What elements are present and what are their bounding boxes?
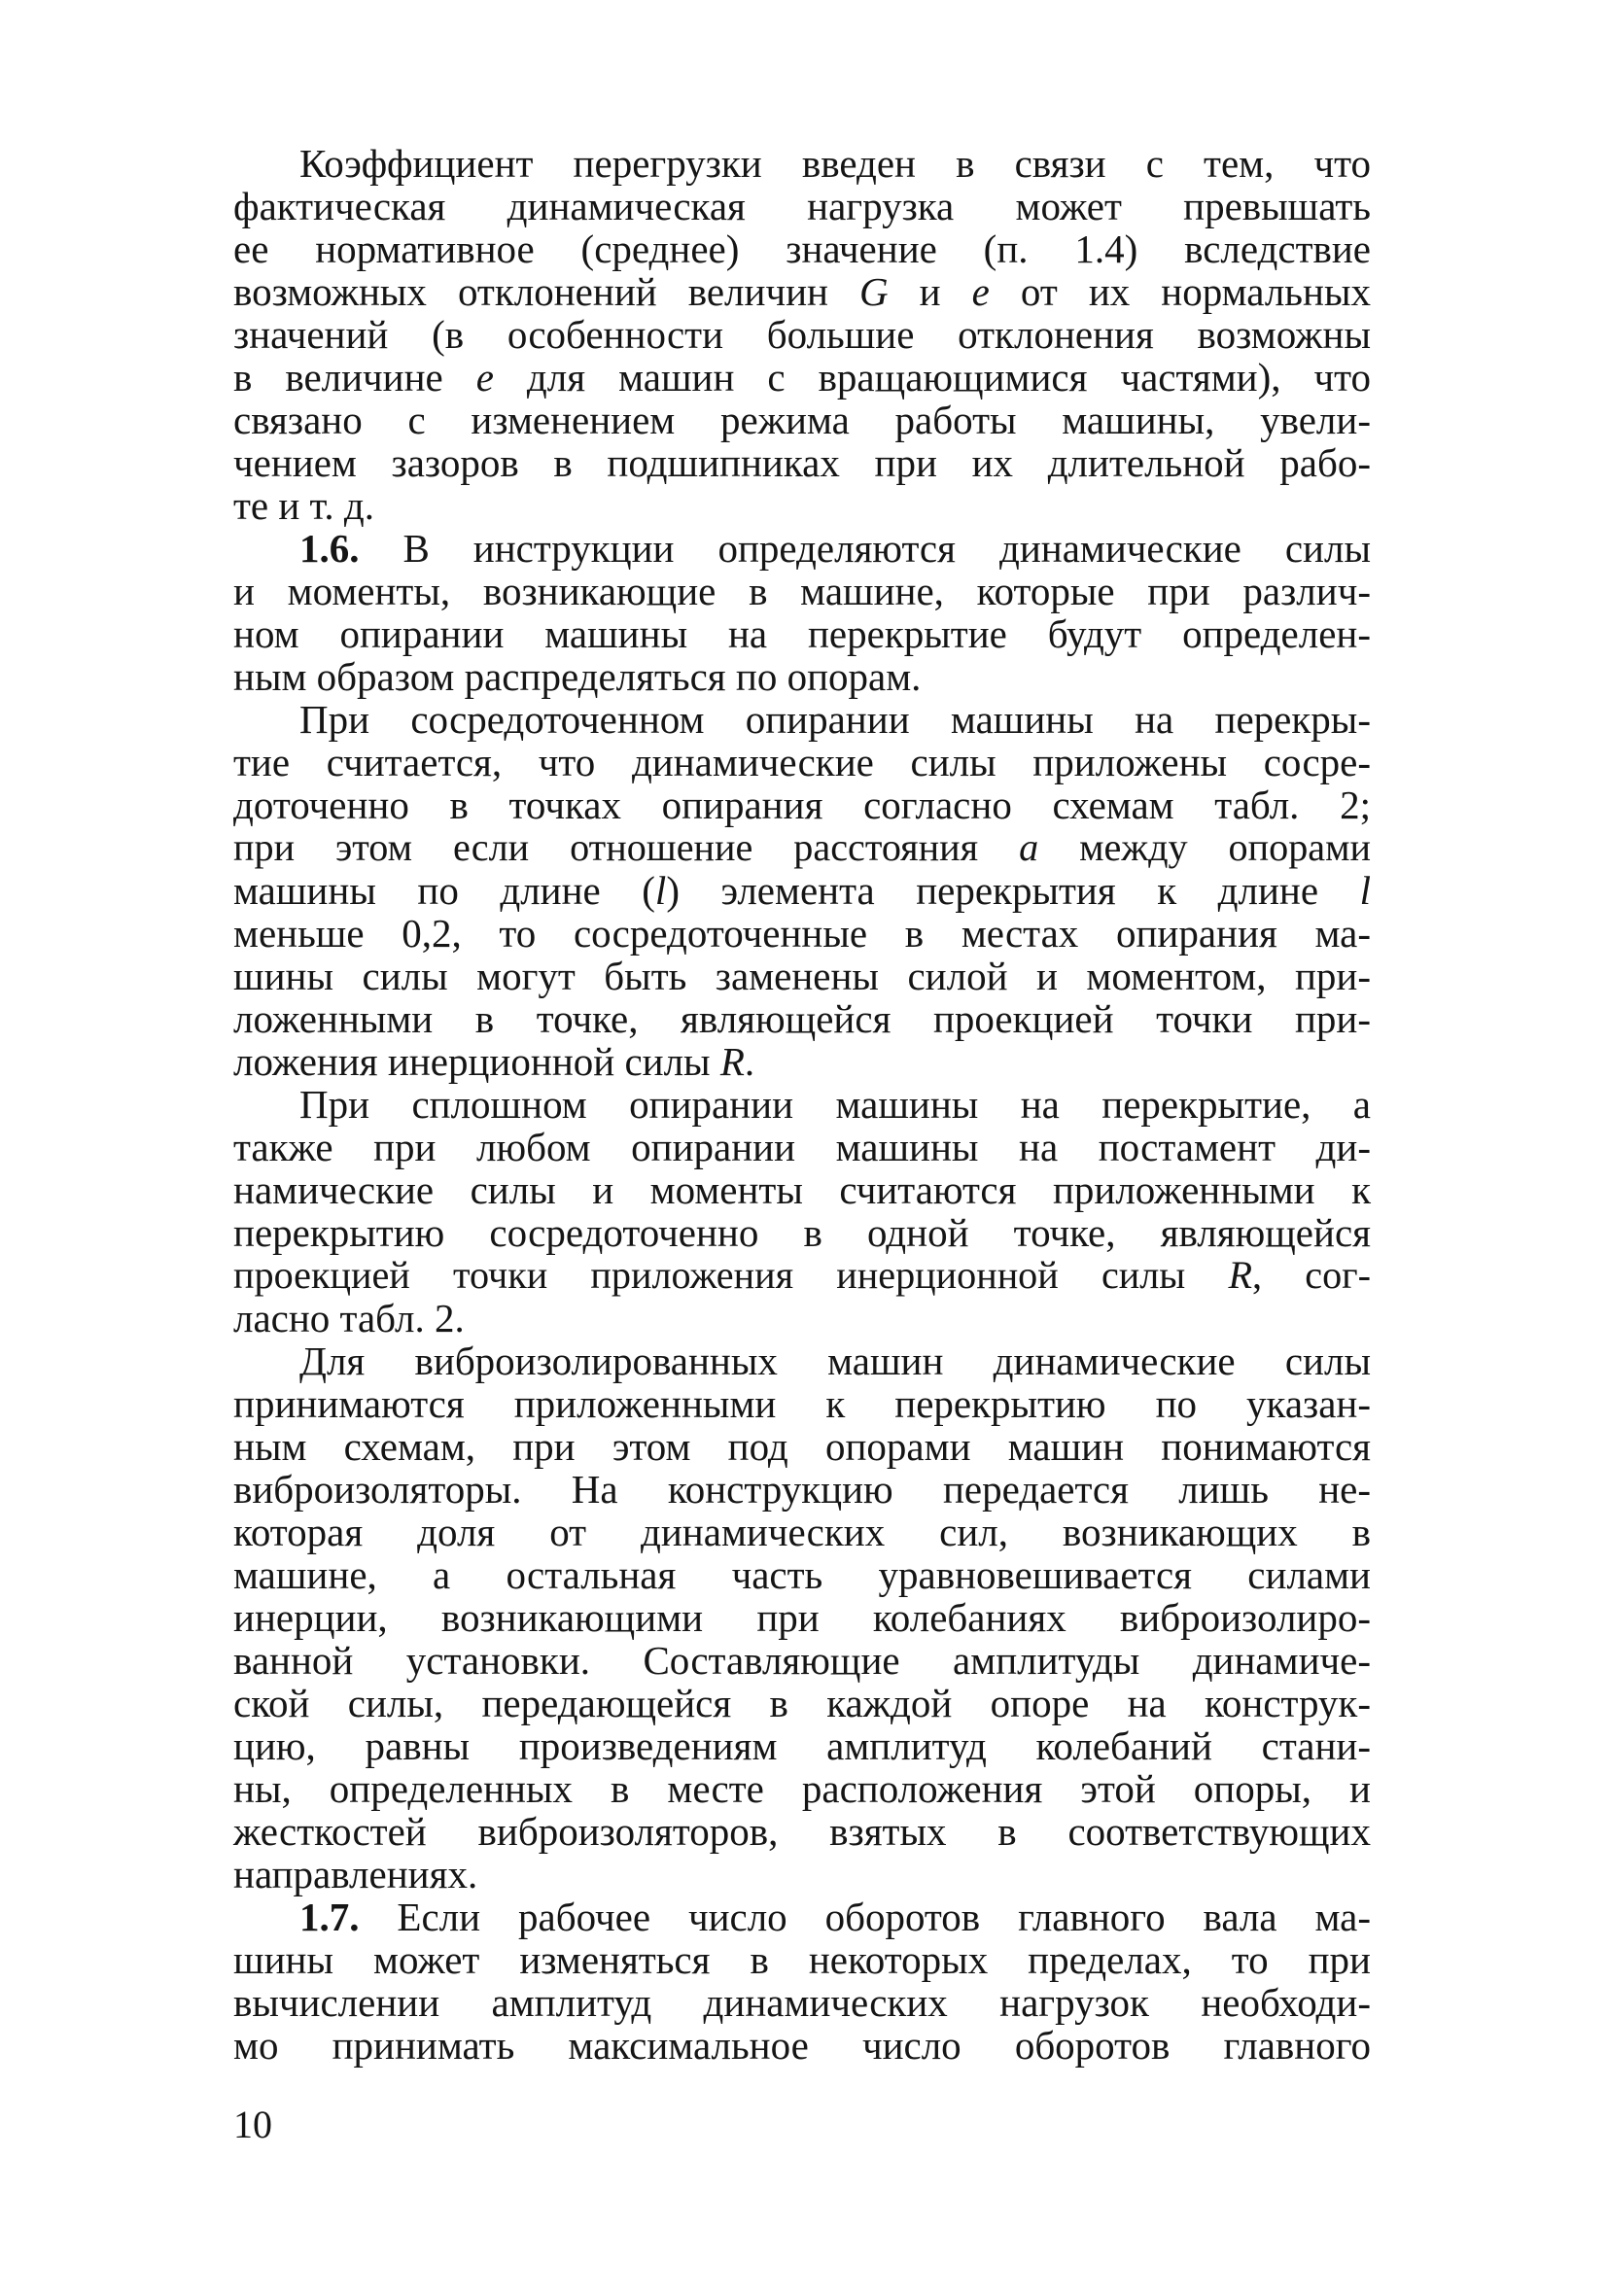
text-run: При сплошном опирании машины на перекрытие, а (299, 1082, 1371, 1127)
text-run: возможных отклонений величин (233, 269, 860, 314)
text-run: перекрытию сосредоточенно в одной точке, являющейся (233, 1210, 1371, 1255)
text-run: ложенными в точке, являющейся проекцией точки при- (233, 996, 1371, 1041)
section-number: 1.6. (299, 526, 360, 571)
text-line (233, 1168, 1371, 1211)
text-run: , сог- (1252, 1253, 1371, 1297)
text-run: вычислении амплитуд динамических нагрузок необходи- (233, 1980, 1371, 2025)
text-line (233, 1468, 1371, 1511)
text-run: Коэффициент перегрузки введен в связи с тем, что (299, 141, 1371, 186)
text-line (233, 1254, 1371, 1297)
text-run: шины может изменяться в некоторых пределах, то при (233, 1937, 1371, 1982)
text-run: Для виброизолированных машин динамические силы (299, 1339, 1371, 1383)
paragraph (233, 1083, 1371, 1339)
paragraph (233, 698, 1371, 1083)
text-line (233, 741, 1371, 783)
text-line (233, 1682, 1371, 1724)
text-line (233, 1724, 1371, 1767)
text-run: также при любом опирании машины на постамент ди- (233, 1125, 1371, 1169)
text-run: и моменты, возникающие в машине, которые при различ- (233, 569, 1371, 613)
text-line (233, 1511, 1371, 1553)
math-symbol: e (475, 355, 494, 400)
text-line (233, 1553, 1371, 1596)
text-line (233, 142, 1371, 185)
text-run: те и т. д. (233, 483, 375, 528)
paragraph (233, 142, 1371, 527)
text-line (233, 1810, 1371, 1853)
text-run: шины силы могут быть заменены силой и моментом, при- (233, 954, 1371, 998)
text-run: ном опирании машины на перекрытие будут определен- (233, 611, 1371, 656)
math-symbol: a (1019, 825, 1039, 869)
math-symbol: R (719, 1039, 745, 1084)
text-run: машине, а остальная часть уравновешивается силами (233, 1552, 1371, 1597)
text-run: значений (в особенности большие отклонения возможны (233, 312, 1371, 357)
text-run: ласно табл. 2. (233, 1296, 465, 1340)
text-line (233, 1040, 1371, 1083)
text-line (233, 1767, 1371, 1810)
text-line (233, 1126, 1371, 1168)
text-line (233, 1596, 1371, 1639)
text-line (233, 1639, 1371, 1682)
text-run: ложения инерционной силы (233, 1039, 720, 1084)
text-run: При сосредоточенном опирании машины на перекры- (299, 697, 1371, 742)
text-line (233, 1211, 1371, 1254)
text-line (233, 912, 1371, 955)
text-line (233, 783, 1371, 826)
text-run: тие считается, что динамические силы приложены сосре- (233, 740, 1371, 784)
text-run: между опорами (1038, 825, 1372, 869)
text-line (233, 1853, 1371, 1896)
math-symbol: l (654, 868, 667, 913)
text-line (233, 826, 1371, 869)
text-line (233, 612, 1371, 655)
text-run: в величине (233, 355, 476, 400)
text-run: принимаются приложенными к перекрытию по указан- (233, 1381, 1371, 1426)
page-body (233, 142, 1371, 2067)
text-line (233, 356, 1371, 399)
text-line (233, 399, 1371, 441)
text-run: мо принимать максимальное число оборотов главного (233, 2023, 1371, 2068)
text-line (233, 484, 1371, 527)
math-symbol: e (971, 269, 990, 314)
text-line (233, 1083, 1371, 1126)
text-run: ным образом распределяться по опорам. (233, 654, 922, 699)
text-run: машины по длине ( (233, 868, 655, 913)
text-line (233, 1896, 1371, 1938)
text-run: ской силы, передающейся в каждой опоре на конструк- (233, 1681, 1371, 1725)
text-line (233, 1938, 1371, 1981)
text-run: виброизоляторы. На конструкцию передается лишь не- (233, 1467, 1371, 1512)
text-run: . (744, 1039, 755, 1084)
text-run: для машин с вращающимися частями), что (493, 355, 1371, 400)
text-line (233, 698, 1371, 741)
text-line (233, 1981, 1371, 2024)
text-run: которая доля от динамических сил, возникающих в (233, 1510, 1371, 1554)
text-line (233, 1382, 1371, 1425)
text-line (233, 1297, 1371, 1339)
text-line (233, 1425, 1371, 1468)
paragraph (233, 1896, 1371, 2067)
text-run: ее нормативное (среднее) значение (п. 1.4) вследствие (233, 226, 1371, 271)
text-line (233, 313, 1371, 356)
text-run: жесткостей виброизоляторов, взятых в соответствующих (233, 1809, 1371, 1854)
math-symbol: G (859, 269, 889, 314)
math-symbol: R (1228, 1253, 1253, 1297)
math-symbol: l (1359, 868, 1371, 913)
text-line (233, 185, 1371, 227)
text-run: цию, равны произведениям амплитуд колебаний стани- (233, 1723, 1371, 1768)
text-run: ным схемам, при этом под опорами машин понимаются (233, 1424, 1371, 1469)
text-run: В инструкции определяются динамические силы (359, 526, 1371, 571)
text-run: чением зазоров в подшипниках при их длительной рабо- (233, 440, 1371, 485)
text-run: ны, определенных в месте расположения этой опоры, и (233, 1766, 1371, 1811)
text-line (233, 227, 1371, 270)
paragraph (233, 1339, 1371, 1896)
text-line (233, 1339, 1371, 1382)
text-line (233, 527, 1371, 570)
text-run: от их нормальных (989, 269, 1371, 314)
text-line (233, 955, 1371, 997)
page-number: 10 (233, 2103, 272, 2146)
text-run: доточенно в точках опирания согласно схемам табл. 2; (233, 783, 1371, 827)
text-run: ) элемента перекрытия к длине (666, 868, 1360, 913)
text-run: проекцией точки приложения инерционной силы (233, 1253, 1229, 1297)
text-line (233, 570, 1371, 612)
text-run: меньше 0,2, то сосредоточенные в местах опирания ма- (233, 911, 1371, 956)
text-run: Если рабочее число оборотов главного вала ма- (359, 1895, 1371, 1939)
text-run: ванной установки. Составляющие амплитуды динамиче- (233, 1638, 1371, 1683)
text-line (233, 270, 1371, 313)
text-run: инерции, возникающими при колебаниях виброизолиро- (233, 1595, 1371, 1640)
text-line (233, 869, 1371, 912)
paragraph (233, 527, 1371, 698)
text-line (233, 997, 1371, 1040)
text-run: связано с изменением режима работы машины, увели- (233, 398, 1371, 442)
text-line (233, 441, 1371, 484)
text-run: фактическая динамическая нагрузка может превышать (233, 184, 1371, 228)
section-number: 1.7. (299, 1895, 360, 1939)
text-run: и (888, 269, 972, 314)
text-run: при этом если отношение расстояния (233, 825, 1020, 869)
text-line (233, 655, 1371, 698)
text-run: направлениях. (233, 1852, 478, 1896)
text-run: намические силы и моменты считаются приложенными к (233, 1167, 1371, 1212)
text-line (233, 2024, 1371, 2067)
